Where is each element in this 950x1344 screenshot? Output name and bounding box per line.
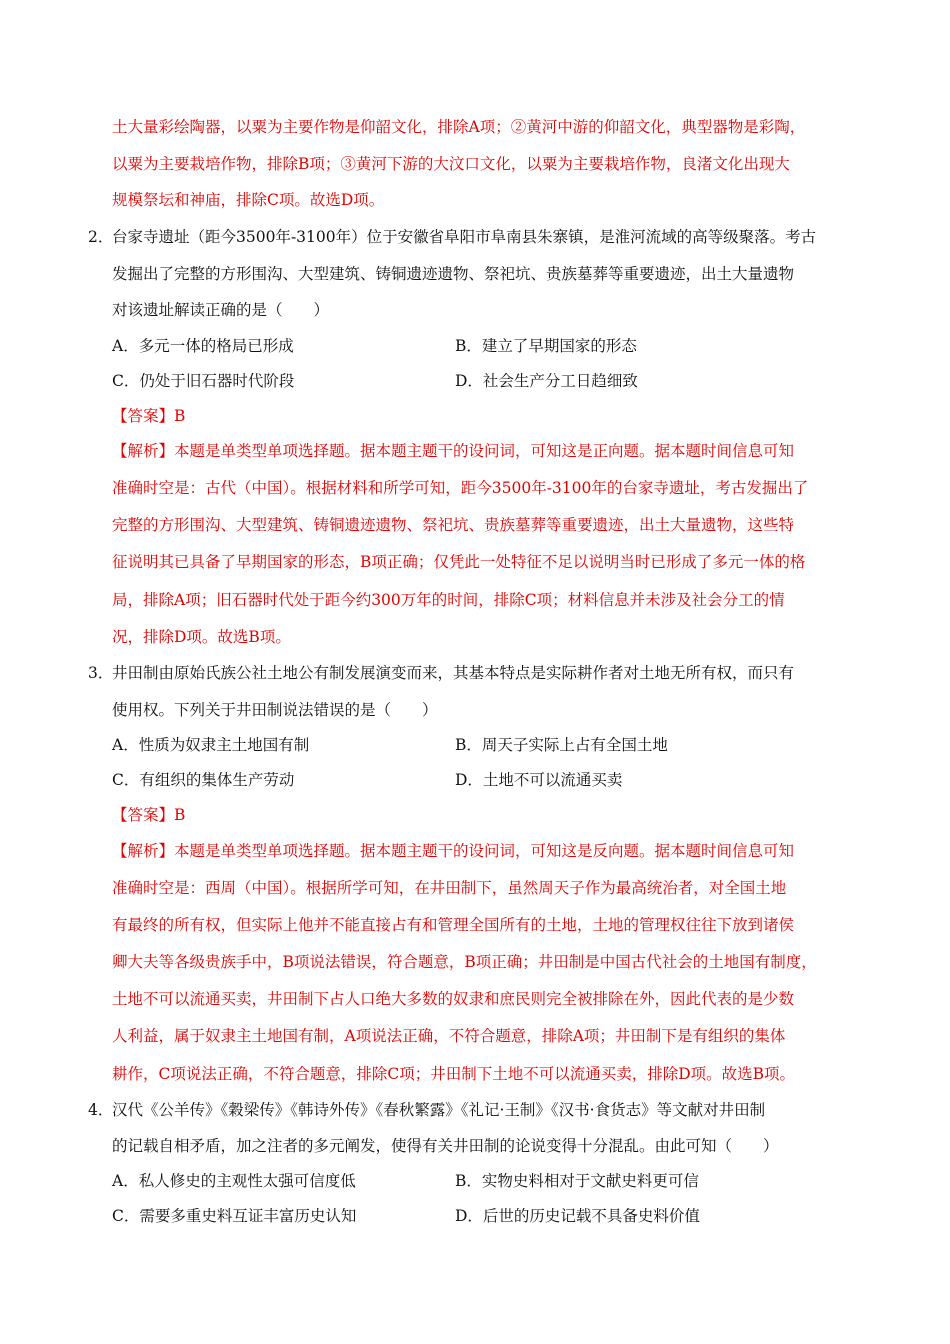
option-b: B．周天子实际上占有全国土地 (455, 736, 668, 754)
option-a: A．多元一体的格局已形成 (112, 337, 294, 355)
question-stem-line: 使用权。下列关于井田制说法错误的是（ ） (112, 701, 438, 719)
question-stem-line: 发掘出了完整的方形围沟、大型建筑、铸铜遗迹遗物、祭祀坑、贵族墓葬等重要遗迹，出土大量遗物 (112, 265, 795, 283)
option-d: D．后世的历史记载不具备史料价值 (455, 1207, 700, 1225)
analysis-line: 卿大夫等各级贵族手中，B项说法错误，符合题意，B项正确；井田制是中国古代社会的土地国有制度， (112, 953, 817, 971)
analysis-line: 征说明其已具备了早期国家的形态，B项正确；仅凭此一处特征不足以说明当时已形成了多元一体的格 (112, 553, 806, 571)
answer-label: 【答案】B (112, 806, 186, 824)
analysis-line: 人利益，属于奴隶主土地国有制，A项说法正确，不符合题意，排除A项；井田制下是有组织的集体 (112, 1027, 786, 1045)
analysis-line: 准确时空是：西周（中国）。根据所学可知，在井田制下，虽然周天子作为最高统治者，对全国土地 (112, 879, 787, 897)
option-d: D．土地不可以流通买卖 (455, 771, 623, 789)
answer-label: 【答案】B (112, 407, 186, 425)
analysis-line: 【解析】本题是单类型单项选择题。据本题主题干的设问词，可知这是正向题。据本题时间信息可知 (112, 442, 795, 460)
analysis-line: 有最终的所有权，但实际上他并不能直接占有和管理全国所有的土地，土地的管理权往往下放到诸侯 (112, 916, 795, 934)
analysis-line: 局，排除A项；旧石器时代处于距今约300万年的时间，排除C项；材料信息并未涉及社会分工的情 (112, 591, 785, 609)
option-c: C．仍处于旧石器时代阶段 (112, 372, 295, 390)
question-number: 4． (88, 1101, 114, 1119)
option-c: C．需要多重史料互证丰富历史认知 (112, 1207, 357, 1225)
question-number: 2． (88, 228, 114, 246)
question-stem-line: 台家寺遗址（距今3500年-3100年）位于安徽省阜阳市阜南县朱寨镇，是淮河流域的高等级聚落。考古 (112, 228, 817, 246)
question-stem-line: 的记载自相矛盾，加之注者的多元阐发，使得有关井田制的论说变得十分混乱。由此可知（ ） (112, 1137, 779, 1155)
prev-analysis-line: 规模祭坛和神庙，排除C项。故选D项。 (112, 191, 385, 209)
question-stem-line: 汉代《公羊传》《穀梁传》《韩诗外传》《春秋繁露》《礼记·王制》《汉书·食货志》等文献对井田制 (112, 1101, 766, 1119)
option-c: C．有组织的集体生产劳动 (112, 771, 295, 789)
analysis-line: 准确时空是：古代（中国）。根据材料和所学可知，距今3500年-3100年的台家寺遗址，考古发掘出了 (112, 479, 809, 497)
option-b: B．实物史料相对于文献史料更可信 (455, 1172, 699, 1190)
prev-analysis-line: 土大量彩绘陶器，以粟为主要作物是仰韶文化，排除A项；②黄河中游的仰韶文化，典型器物是彩陶， (112, 118, 806, 136)
option-d: D．社会生产分工日趋细致 (455, 372, 638, 390)
analysis-line: 【解析】本题是单类型单项选择题。据本题主题干的设问词，可知这是反向题。据本题时间信息可知 (112, 842, 795, 860)
question-stem-line: 井田制由原始氏族公社土地公有制发展演变而来，其基本特点是实际耕作者对土地无所有权，而只有 (112, 664, 795, 682)
option-b: B．建立了早期国家的形态 (455, 337, 637, 355)
analysis-line: 况，排除D项。故选B项。 (112, 628, 291, 646)
question-stem-line: 对该遗址解读正确的是（ ） (112, 301, 330, 319)
analysis-line: 土地不可以流通买卖，井田制下占人口绝大多数的奴隶和庶民则完全被排除在外，因此代表的是少数 (112, 990, 795, 1008)
option-a: A．性质为奴隶主土地国有制 (112, 736, 310, 754)
analysis-line: 完整的方形围沟、大型建筑、铸铜遗迹遗物、祭祀坑、贵族墓葬等重要遗迹，出土大量遗物，这些特 (112, 516, 795, 534)
option-a: A．私人修史的主观性太强可信度低 (112, 1172, 356, 1190)
prev-analysis-line: 以粟为主要栽培作物，排除B项；③黄河下游的大汶口文化，以粟为主要栽培作物，良渚文化出现大 (112, 155, 790, 173)
analysis-line: 耕作，C项说法正确，不符合题意，排除C项；井田制下土地不可以流通买卖，排除D项。故选B项。 (112, 1065, 796, 1083)
question-number: 3． (88, 664, 114, 682)
